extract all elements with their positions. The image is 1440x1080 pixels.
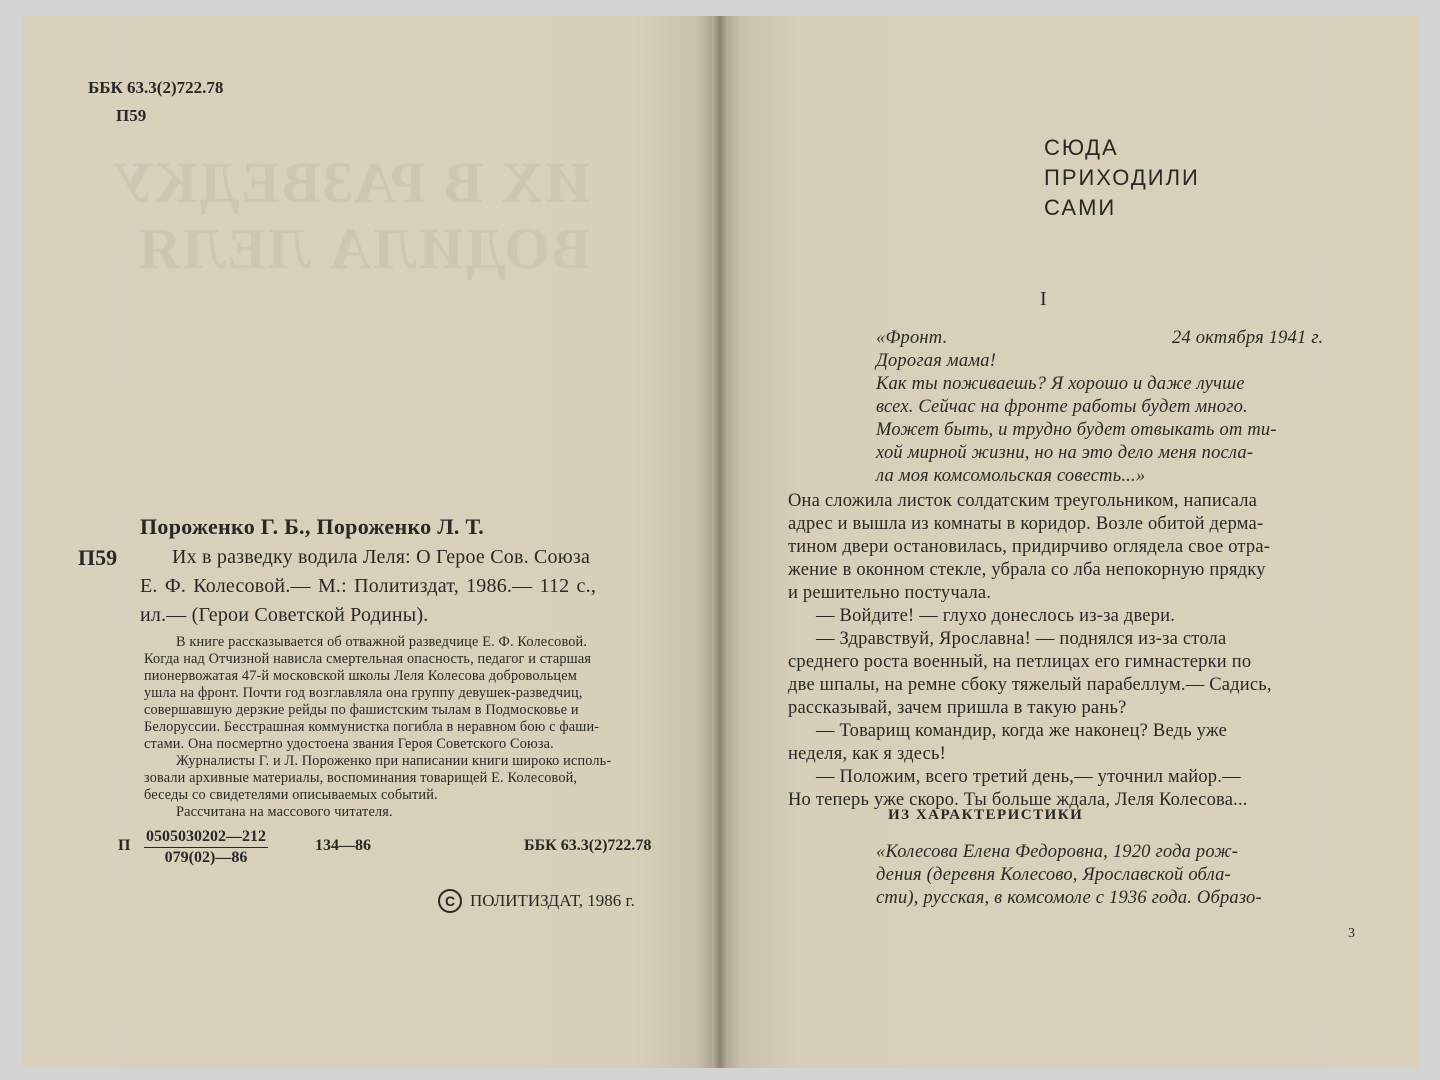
letter-line: Дорогая мама!: [876, 351, 997, 371]
body-line: адрес и вышла из комнаты в коридор. Возле обитой дерма-: [788, 514, 1264, 534]
letter-line: ла моя комсомольская совесть...»: [876, 466, 1146, 486]
body-line: и решительно постучала.: [788, 583, 992, 603]
annotation-line: ушла на фронт. Почти год возглавляла она группу девушек-разведчиц,: [144, 685, 583, 701]
bibliographic-description-line: Их в разведку водила Леля: О Герое Сов. Союза: [172, 546, 591, 568]
annotation-line: стами. Она посмертно удостоена звания Героя Советского Союза.: [144, 736, 554, 752]
characteristic-line: дения (деревня Колесово, Ярославской обла-: [876, 865, 1231, 885]
copyright: [438, 889, 635, 913]
letter-line: Как ты поживаешь? Я хорошо и даже лучше: [876, 374, 1245, 394]
show-through-line: ВОДИЛА ЛЕЛЯ: [136, 216, 591, 281]
letter-line: всех. Сейчас на фронте работы будет много.: [876, 397, 1248, 417]
body-line: — Войдите! — глухо донеслось из-за двери.: [816, 606, 1176, 626]
annotation-line: В книге рассказывается об отважной разведчице Е. Ф. Колесовой.: [176, 634, 588, 650]
letter-date: 24 октября 1941 г.: [1172, 328, 1324, 348]
book-spine-gutter: [712, 16, 728, 1068]
body-line: жение в оконном стекле, убрала со лба непокорную прядку: [788, 560, 1266, 580]
body-line: неделя, как я здесь!: [788, 744, 947, 764]
body-line: — Положим, всего третий день,— уточнил майор.—: [816, 767, 1241, 787]
page-number: 3: [1348, 926, 1355, 941]
body-line: рассказывай, зачем пришла в такую рань?: [788, 698, 1127, 718]
index-code-top: П59: [116, 106, 147, 125]
copyright-text: ПОЛИТИЗДАТ, 1986 г.: [470, 891, 635, 910]
show-through-title: [110, 150, 590, 282]
bbk-code-top: ББК 63.3(2)722.78: [88, 78, 224, 97]
body-line: — Здравствуй, Ярославна! — поднялся из-за стола: [816, 629, 1227, 649]
characteristic-line: «Колесова Елена Федоровна, 1920 года рож-: [876, 842, 1239, 862]
annotation-line: Журналисты Г. и Л. Пороженко при написании книги широко исполь-: [176, 753, 612, 769]
body-line: — Товарищ командир, когда же наконец? Ведь уже: [816, 721, 1228, 741]
body-line: Она сложила листок солдатским треугольником, написала: [788, 491, 1258, 511]
section-heading: ИЗ ХАРАКТЕРИСТИКИ: [888, 807, 1084, 823]
authors: Пороженко Г. Б., Пороженко Л. Т.: [140, 514, 485, 539]
letter-line: хой мирной жизни, но на это дело меня посла-: [876, 443, 1254, 463]
chapter-title-line: САМИ: [1044, 195, 1117, 220]
annotation-line: Белоруссии. Бесстрашная коммунистка погибла в неравном бою с фаши-: [144, 719, 600, 735]
body-line: тином двери остановилась, придирчиво оглядела свое отра-: [788, 537, 1271, 557]
chapter-title-line: ПРИХОДИЛИ: [1044, 165, 1200, 190]
chapter-title: [1044, 133, 1200, 223]
characteristic-line: сти), русская, в комсомоле с 1936 года. Образо-: [876, 888, 1262, 908]
letter-opening: «Фронт.: [876, 328, 948, 348]
chapter-numeral: I: [1040, 288, 1047, 310]
body-line: Но теперь уже скоро. Ты больше ждала, Леля Колесова...: [788, 790, 1248, 810]
bibliographic-description-line: ил.— (Герои Советской Родины).: [140, 604, 429, 626]
publisher-code-letter: П: [118, 837, 131, 854]
chapter-title-line: СЮДА: [1044, 135, 1119, 160]
annotation-line: пионервожатая 47-й московской школы Леля Колесова добровольцем: [144, 668, 577, 684]
letter-line: Может быть, и трудно будет отвыкать от ти-: [876, 420, 1277, 440]
show-through-line: ИХ В РАЗВЕДКУ: [110, 150, 591, 215]
annotation-line: Когда над Отчизной нависла смертельная опасность, педагог и старшая: [144, 651, 592, 667]
body-line: две шпалы, на ремне сбоку тяжелый парабеллум.— Садись,: [788, 675, 1272, 695]
publisher-code-number: 134—86: [315, 837, 371, 854]
annotation-line: зовали архивные материалы, воспоминания товарищей Е. Колесовой,: [144, 770, 578, 786]
body-line: среднего роста военный, на петлицах его гимнастерки по: [788, 652, 1252, 672]
publisher-code-fraction: [144, 828, 268, 867]
annotation-line: беседы со свидетелями описываемых событий.: [144, 787, 438, 803]
annotation-line: Рассчитана на массового читателя.: [176, 804, 393, 820]
fraction-denominator: 079(02)—86: [164, 849, 248, 866]
bbk-code-bottom: ББК 63.3(2)722.78: [524, 837, 652, 854]
annotation-line: совершавшую дерзкие рейды по фашистским тылам в Подмосковье и: [144, 702, 579, 718]
copyright-icon: С: [438, 889, 462, 913]
index-code: П59: [78, 545, 118, 570]
bibliographic-description-line: Е. Ф. Колесовой.— М.: Политиздат, 1986.— 112 с.,: [140, 575, 597, 597]
fraction-numerator: 0505030202—212: [144, 828, 268, 848]
